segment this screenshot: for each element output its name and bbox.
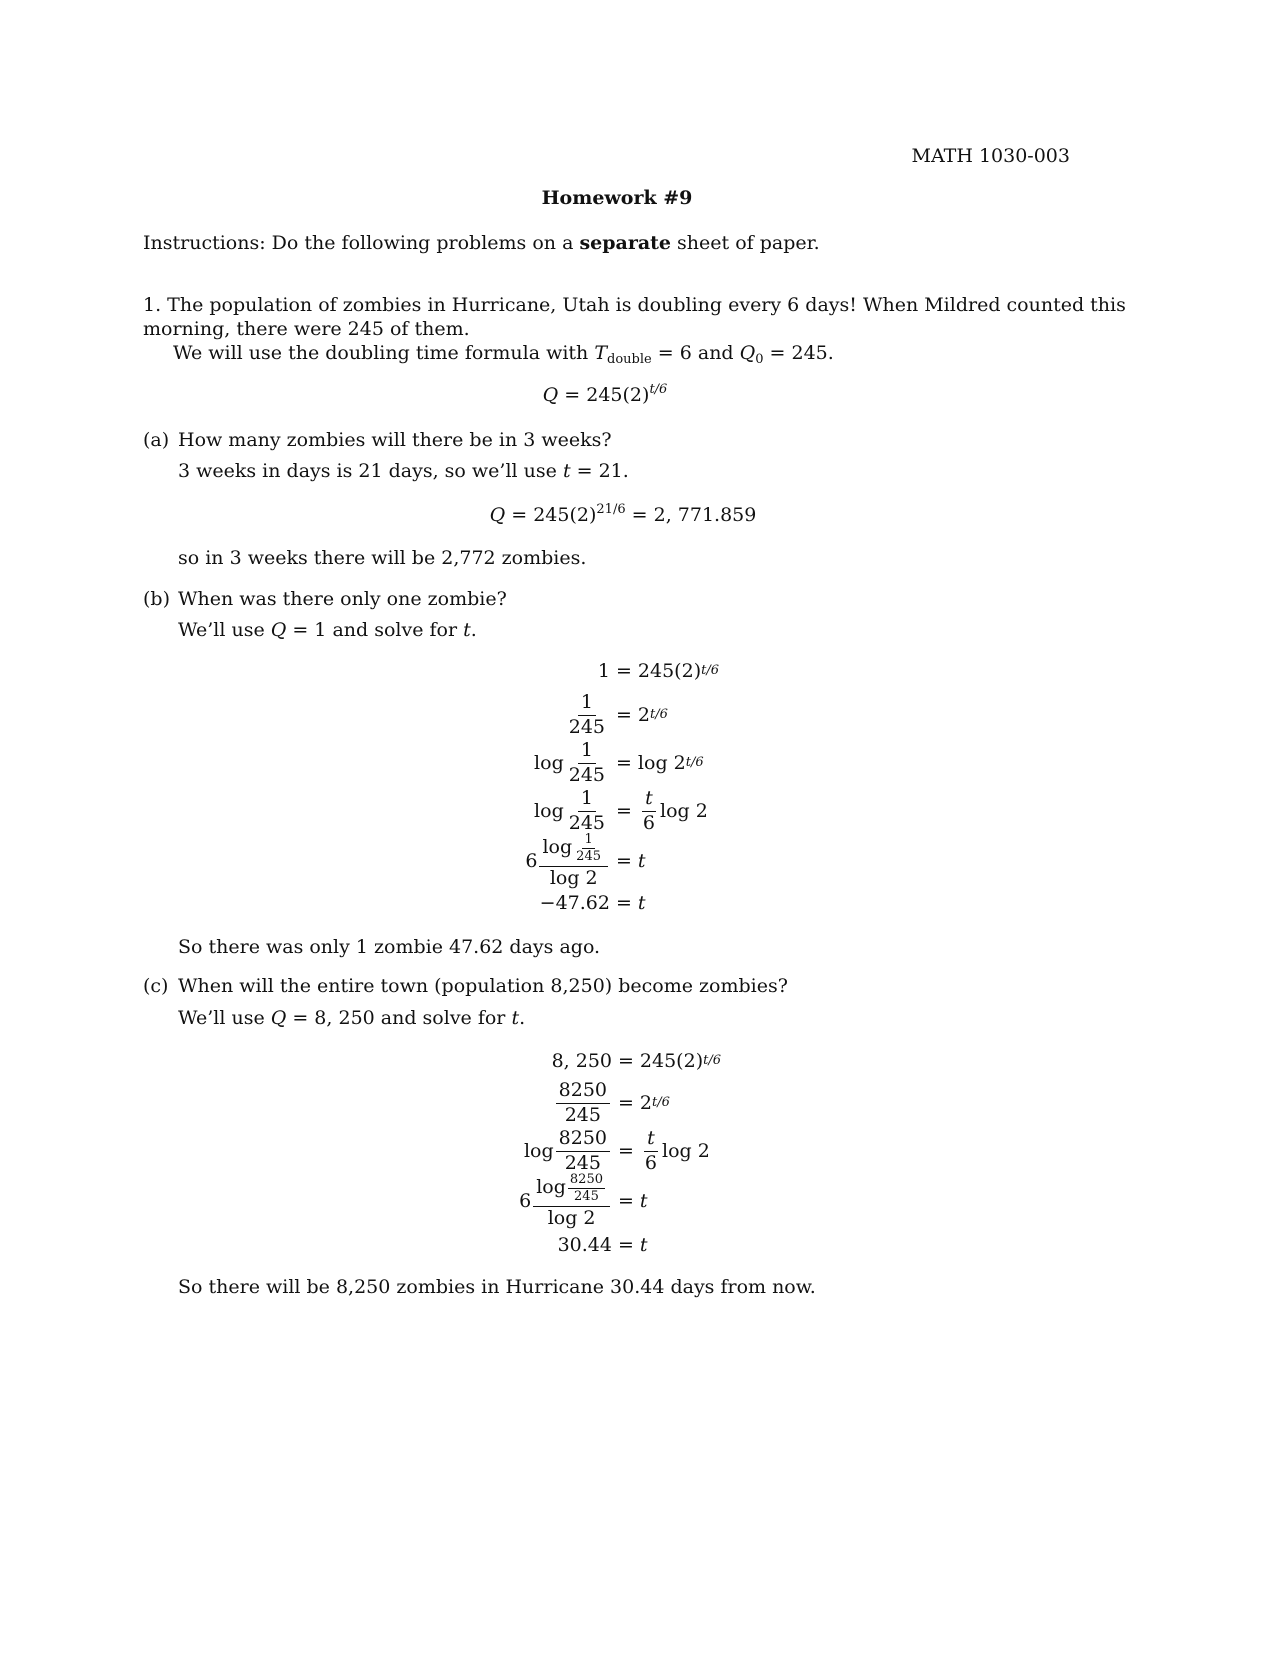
part-c-step-5: 30.44 = t [557,1234,648,1256]
step-lhs: 8, 250 [551,1050,612,1072]
part-b-note-suffix: . [470,619,477,641]
part-c-step-3: log $\frac{8250}{245}$ = $\frac{t}{6}$ log 2 [523,1126,710,1174]
numerator: 1 [578,789,596,812]
part-b-step-4: log $\frac{1}{245}$ = $\frac{t}{6}$ log 2 [534,786,708,834]
step-rhs: 2 [637,704,651,726]
denominator: 245 [568,715,605,738]
part-a-eq-base: 245(2) [533,504,597,526]
numerator: 8250 [556,1081,610,1104]
part-c-note-var2: t [511,1007,520,1029]
inner-fraction [568,1173,605,1203]
setup-mid: = 6 and [651,342,740,364]
log-operator: log [534,800,564,822]
instructions-prefix: Instructions: Do the following problems on a [143,232,580,254]
step-rhs: 2 [639,1092,653,1114]
numerator: t [644,1129,658,1152]
formula-exponent: t/6 [649,382,668,397]
part-b-conclusion: So there was only 1 zombie 47.62 days ago. [178,936,601,958]
denominator: 245 [574,1189,599,1205]
denominator: 6 [642,811,656,834]
part-a-note-prefix: 3 weeks in days is 21 days, so we’ll use [178,460,563,482]
part-c-note-mid: = 8, 250 and solve for [286,1007,512,1029]
t-symbol: T [594,342,608,364]
step-lhs: 1 [597,660,610,682]
page-title: Homework #9 [541,187,693,209]
inner-fraction [574,833,603,863]
step-rhs: 245(2) [639,1050,704,1072]
step-lhs: 30.44 [557,1234,612,1256]
numerator: 8250 [556,1129,610,1152]
step-rhs: t [637,850,646,872]
part-a-equation: $Q = 245(2)^{21/6} = 2$, 771.859 [489,502,757,526]
fraction [556,1126,610,1174]
part-b-note-var2: t [463,619,471,641]
step-rhs: t [639,1234,648,1256]
problem-1-setup [173,342,834,367]
fraction [640,786,658,834]
part-c-note-prefix: We’ll use [178,1007,271,1029]
part-c-question: When will the entire town (population 8,250) become zombies? [178,975,788,997]
coefficient: 6 [519,1190,532,1212]
part-b-step-1: 1 = 245(2) t/6 [597,660,719,682]
part-b-note-mid: = 1 and solve for [286,619,464,641]
log-operator: log [534,752,564,774]
part-a-eq-lhs: Q [489,504,506,526]
q-symbol: Q [739,342,756,364]
step-rhs: log 2 [662,1140,710,1162]
setup-suffix: = 245. [763,342,834,364]
denominator: 245 [576,849,601,865]
part-c-step-4: 6 log $\frac{8250}{245}$ log 2 = t [519,1172,648,1229]
part-b-step-5: 6 log $\frac{1}{245}$ log 2 = t [525,832,646,889]
fraction [566,786,608,834]
instructions-emphasis: separate [579,232,672,254]
step-rhs: t [639,1190,648,1212]
coefficient: 6 [525,850,538,872]
formula-base: 245(2) [586,384,650,406]
part-c-note-suffix: . [519,1007,526,1029]
part-a-note-suffix: = 21. [570,460,629,482]
problem-1-line-1: 1. The population of zombies in Hurricane, Utah is doubling every 6 days! When Mildred counted this [143,294,1126,316]
denominator: log 2 [547,1206,596,1229]
step-rhs: log 2 [660,800,708,822]
fraction [642,1126,660,1174]
instructions-suffix: sheet of paper. [671,232,820,254]
denominator: log 2 [549,866,598,889]
numerator: 8250 [569,1172,603,1188]
part-c-note-var: Q [270,1007,287,1029]
part-b-note-prefix: We’ll use [178,619,271,641]
numerator: 1 [584,832,593,848]
log-operator: log [536,1176,566,1199]
part-b-step-2: $\frac{1}{245}$ = 2 t/6 [400,690,668,740]
numerator: t [642,789,656,812]
q-subscript: 0 [755,352,764,367]
step-lhs: −47.62 [539,892,610,914]
fraction [566,690,608,738]
part-c-conclusion: So there will be 8,250 zombies in Hurricane 30.44 days from now. [178,1276,816,1298]
numerator: 1 [578,693,596,716]
denominator: 245 [568,811,605,834]
part-c-step-2: $\frac{8250}{245}$ = 2 t/6 [402,1078,670,1128]
part-b-step-3: log $\frac{1}{245}$ = log 2 t/6 [534,738,704,786]
course-code: MATH 1030-003 [911,145,1070,167]
part-a-note [178,462,629,481]
numerator: 1 [578,741,596,764]
t-subscript: double [607,352,652,367]
part-b-note-var: Q [270,619,287,641]
step-rhs: t [637,892,646,914]
part-c-note [178,1009,525,1028]
part-a-conclusion: so in 3 weeks there will be 2,772 zombies. [178,547,587,569]
denominator: 245 [568,763,605,786]
formula-lhs: Q [542,384,559,406]
part-a-question: How many zombies will there be in 3 weeks? [178,429,612,451]
denominator: 245 [564,1103,601,1126]
part-a-eq-result: = 2, 771.859 [631,504,757,526]
fraction [556,1078,610,1126]
part-b-question: When was there only one zombie? [178,588,507,610]
part-c-step-1: 8, 250 = 245(2) t/6 [551,1050,721,1072]
part-a-label: (a) [143,429,170,451]
denominator: 245 [564,1151,601,1174]
log-operator: log [523,1140,554,1162]
part-b-step-6: −47.62 = t [539,892,646,914]
step-rhs: log 2 [637,752,686,774]
instructions [143,234,820,253]
doubling-formula: $Q = 245(2)^{t/6}$ [542,382,668,406]
log-operator: log [542,836,573,859]
step-rhs: 245(2) [637,660,702,682]
problem-1-line-2: morning, there were 245 of them. [143,318,470,340]
part-a-eq-exponent: 21/6 [596,502,626,517]
part-a-note-var: t [562,460,571,482]
denominator: 6 [644,1151,658,1174]
fraction [566,738,608,786]
part-b-note [178,621,477,640]
setup-prefix: We will use the doubling time formula with [173,342,595,364]
part-b-label: (b) [143,588,170,610]
part-c-label: (c) [143,975,169,997]
